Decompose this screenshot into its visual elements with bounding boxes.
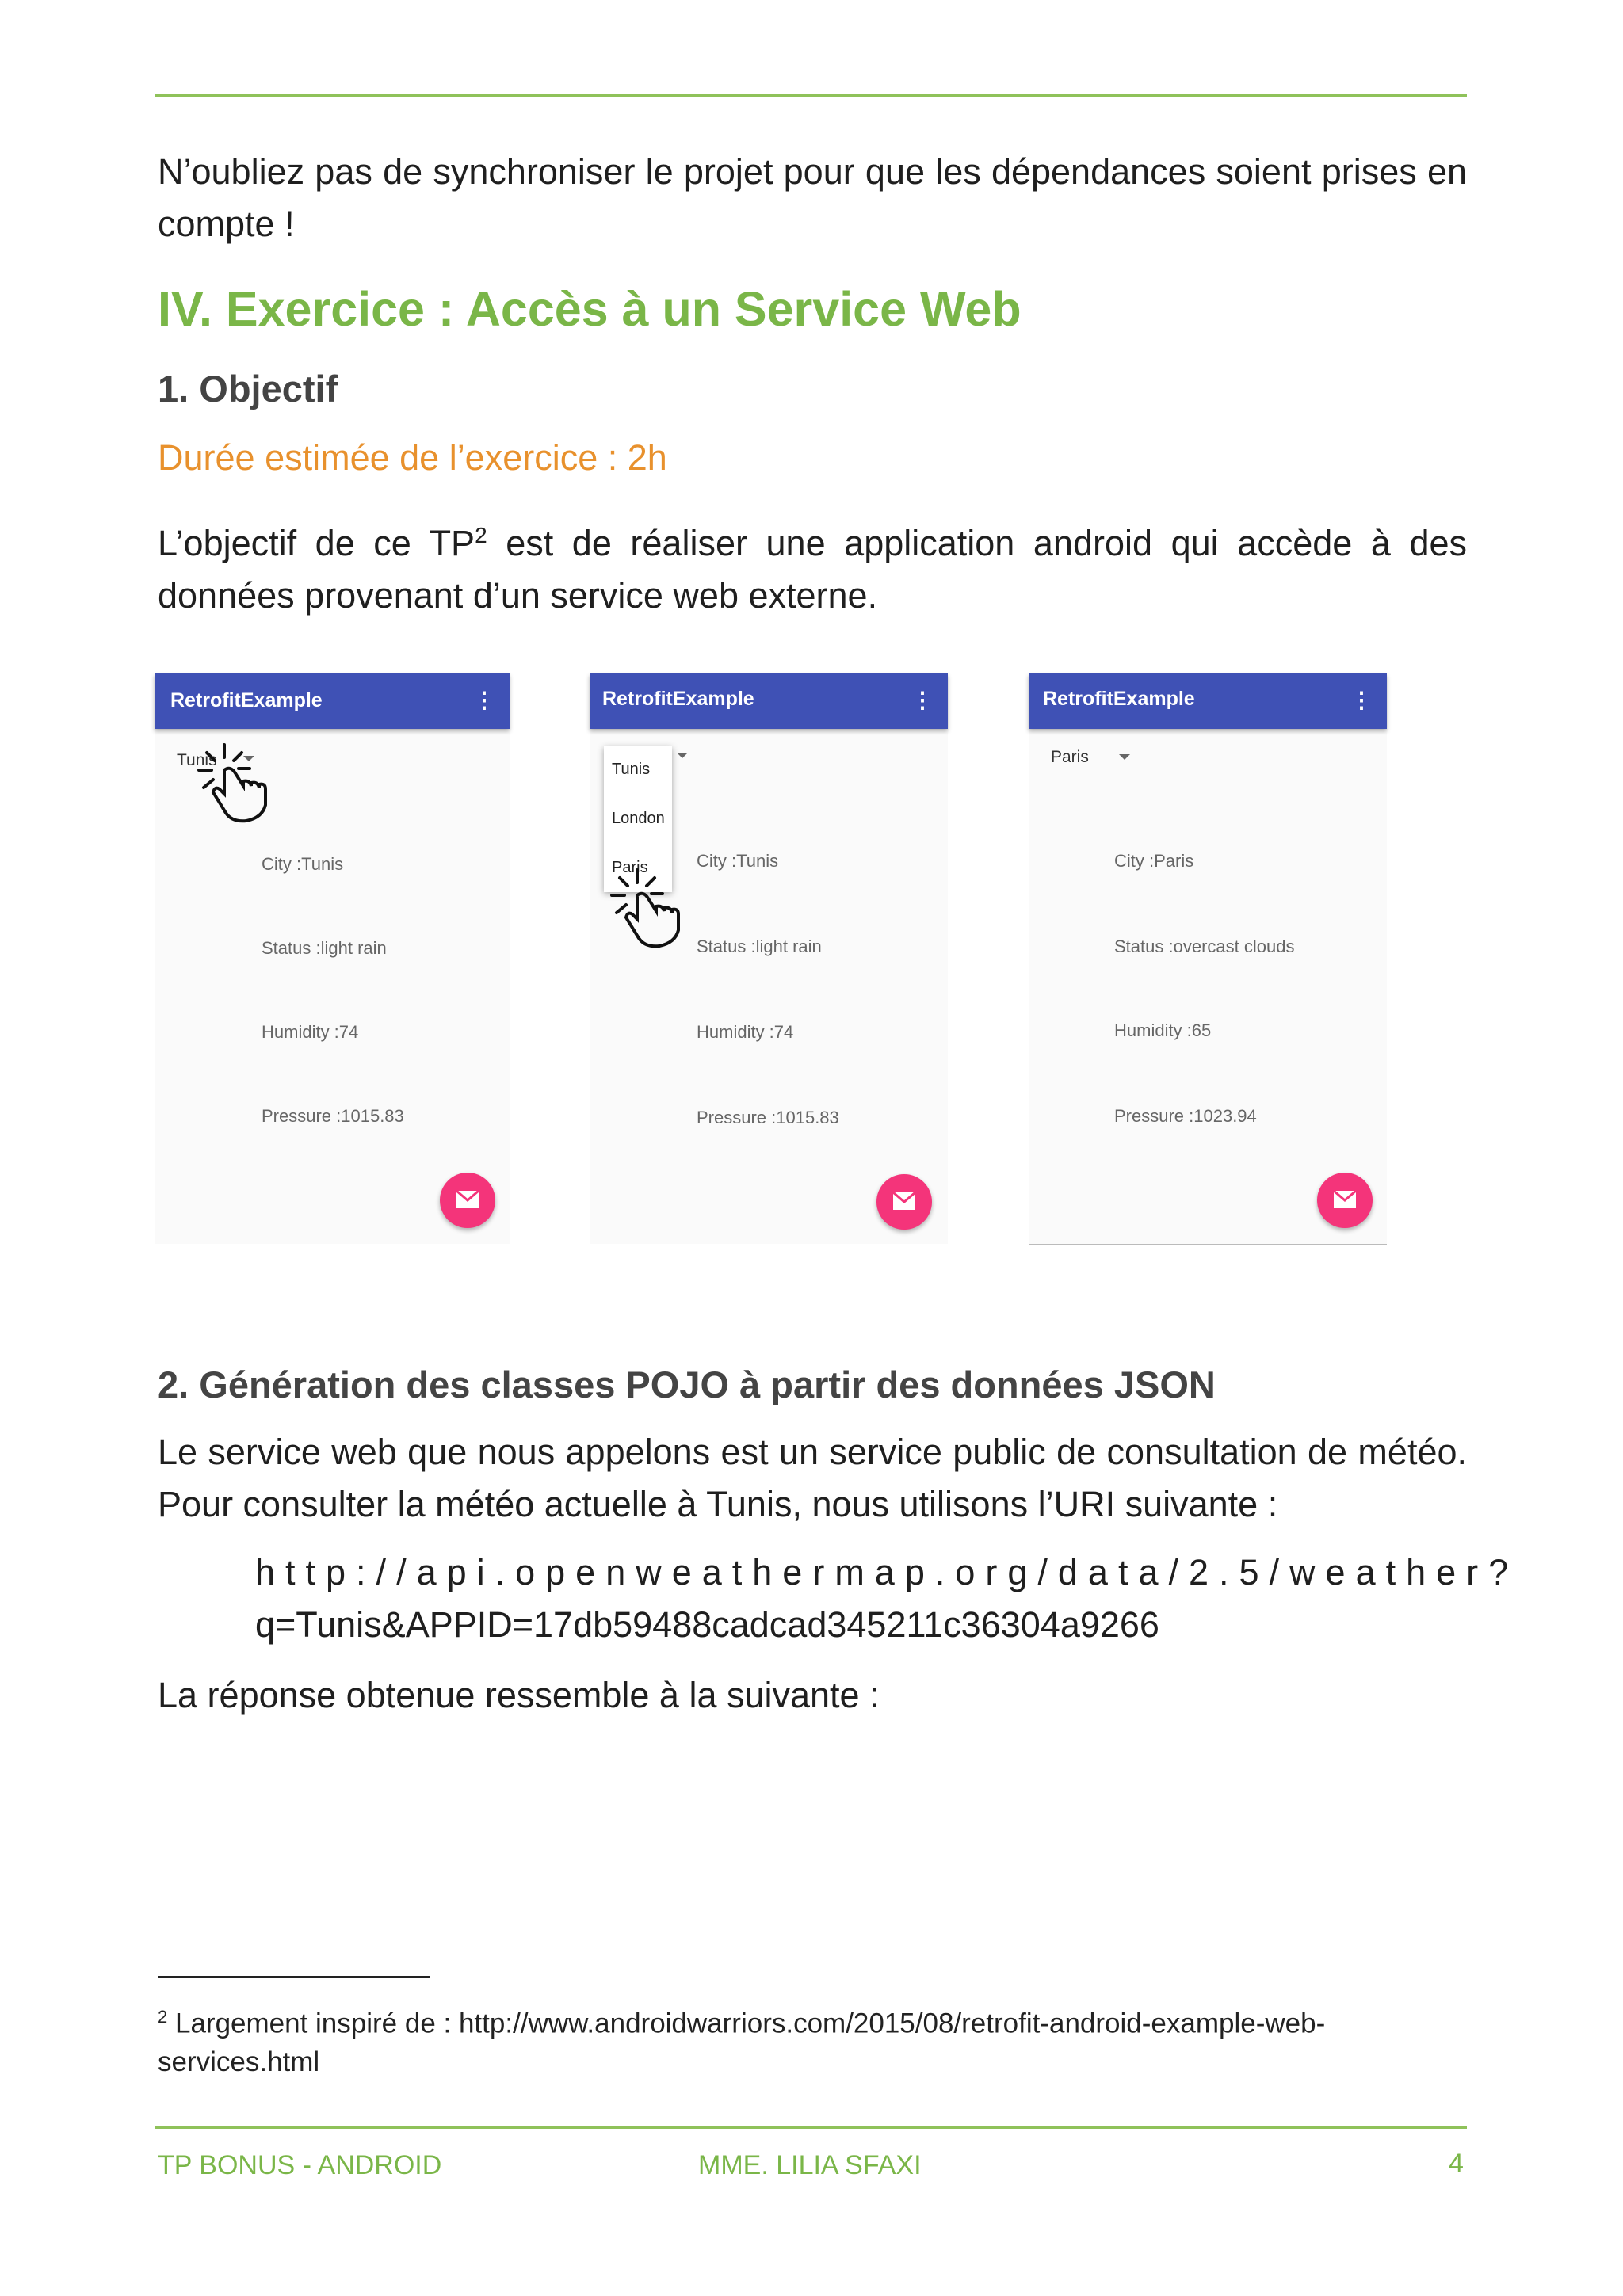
- pressure-label: Pressure :1015.83: [697, 1108, 839, 1127]
- tap-hand-icon: [196, 742, 275, 829]
- screenshot-1: [155, 673, 510, 1244]
- city-spinner[interactable]: Paris: [1051, 748, 1089, 766]
- duration-text: Durée estimée de l’exercice : 2h: [158, 437, 667, 478]
- footnote-ref: 2: [475, 523, 487, 547]
- header-rule: [155, 94, 1467, 97]
- humidity-label: Humidity :74: [697, 1022, 794, 1042]
- footer-course: TP BONUS - ANDROID: [158, 2150, 442, 2180]
- email-fab-button[interactable]: [440, 1173, 495, 1228]
- chevron-down-icon: [1119, 754, 1130, 760]
- footnote-number: 2: [158, 2007, 168, 2027]
- email-fab-button[interactable]: [1317, 1173, 1373, 1228]
- app-bar: [155, 673, 510, 729]
- sync-paragraph: N’oubliez pas de synchroniser le projet pour que les dépendances soient prises en compte !: [158, 151, 1467, 244]
- pressure-label: Pressure :1015.83: [262, 1106, 404, 1126]
- tap-hand-icon: [609, 867, 688, 954]
- pressure-label: Pressure :1023.94: [1114, 1106, 1257, 1126]
- objective-paragraph: [158, 509, 1467, 622]
- status-label: Status :light rain: [697, 936, 822, 956]
- screenshot-2: [590, 673, 948, 1244]
- humidity-label: Humidity :65: [1114, 1020, 1212, 1040]
- objective-text-start: L’objectif de ce TP: [158, 523, 475, 563]
- footnote-text: Largement inspiré de : http://www.androidwarriors.com/2015/08/retrofit-android-example-web-services.html: [158, 2008, 1326, 2077]
- objective-text-end: est de réaliser une application android qui accède à des données provenant d’un service web externe.: [158, 523, 1467, 616]
- app-bar: [590, 673, 948, 729]
- more-vert-icon[interactable]: ⋮: [473, 688, 495, 712]
- dropdown-option-paris[interactable]: Paris: [612, 859, 648, 876]
- dropdown-option-london[interactable]: London: [612, 810, 665, 827]
- section-title: IV. Exercice : Accès à un Service Web: [158, 282, 1022, 336]
- city-spinner[interactable]: Tunis: [177, 751, 217, 769]
- email-icon: [892, 1192, 916, 1211]
- screenshot-3: [1029, 673, 1387, 1245]
- api-url-line1: http://api.openweathermap.org/data/2.5/weather?: [255, 1552, 1519, 1592]
- response-text: La réponse obtenue ressemble à la suivante :: [158, 1675, 880, 1715]
- more-vert-icon[interactable]: ⋮: [1350, 688, 1373, 712]
- footer-author: MME. LILIA SFAXI: [698, 2150, 922, 2180]
- email-icon: [456, 1190, 479, 1209]
- app-title: RetrofitExample: [170, 689, 323, 711]
- page-number: 4: [1449, 2149, 1464, 2179]
- more-vert-icon[interactable]: ⋮: [911, 688, 934, 712]
- chevron-down-icon: [677, 753, 688, 758]
- humidity-label: Humidity :74: [262, 1022, 359, 1042]
- footer-rule: [155, 2126, 1467, 2129]
- city-label: City :Tunis: [262, 854, 344, 874]
- api-url-line2: q=Tunis&APPID=17db59488cadcad345211c36304a9266: [255, 1604, 1159, 1645]
- email-fab-button[interactable]: [876, 1174, 932, 1230]
- footnote-separator: [158, 1976, 430, 1978]
- status-label: Status :overcast clouds: [1114, 936, 1295, 956]
- subsection-title-objectif: 1. Objectif: [158, 368, 338, 410]
- status-label: Status :light rain: [262, 938, 387, 958]
- footnote: [158, 1998, 1346, 2081]
- app-title: RetrofitExample: [1043, 688, 1195, 710]
- service-paragraph: Le service web que nous appelons est un service public de consultation de météo. Pour consulter la météo actuelle à Tunis, nous utilisons l’URI suivante :: [158, 1432, 1467, 1524]
- app-title: RetrofitExample: [602, 688, 754, 710]
- email-icon: [1333, 1190, 1357, 1209]
- subsection-title-pojo: 2. Génération des classes POJO à partir des données JSON: [158, 1363, 1216, 1405]
- city-label: City :Paris: [1114, 851, 1194, 871]
- app-bar: [1029, 673, 1387, 729]
- dropdown-option-tunis[interactable]: Tunis: [612, 761, 651, 778]
- city-label: City :Tunis: [697, 851, 779, 871]
